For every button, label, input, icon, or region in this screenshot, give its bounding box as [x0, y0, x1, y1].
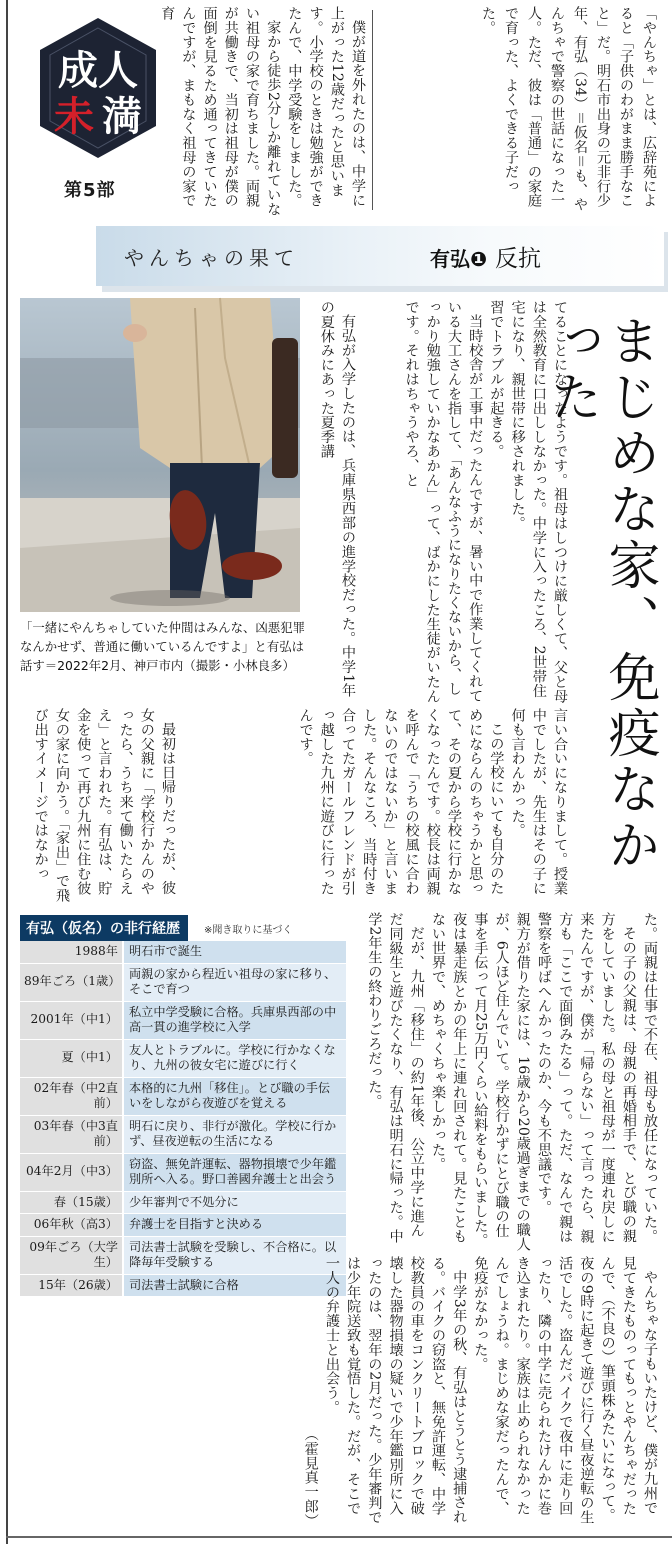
- intro-text: [384, 6, 660, 218]
- logo-text-line1: 成人: [58, 48, 138, 94]
- paragraph-2: 家から徒歩2分しか離れていない祖母の家で育ちました。両親が共働きで、当初は祖母が僕の面倒を見るため通ってきていたんですが、まもなく祖母の家で育: [159, 6, 282, 217]
- paragraph-9: 最初は日帰りだったが、彼女の父親に「学校行かんのやったら、うち来て働いたらええ」と言われた。有弘は、貯金を使って再び九州に住む彼女の家に向かう。「家出」で飛び出すイメージではなかっ: [32, 708, 176, 903]
- body-col-a: [358, 300, 570, 704]
- table-cell-event: 少年審判で不処分に: [124, 1192, 346, 1214]
- paragraph-5: 習でトラブルが起きる。: [488, 300, 505, 459]
- table-cell-event: 弁護士を目指すと決める: [124, 1214, 346, 1236]
- table-cell-date: 03年春（中3直前）: [20, 1116, 122, 1153]
- banner-chapter: [430, 240, 541, 273]
- body-col-b: [178, 708, 570, 908]
- table-cell-date: 15年（26歳）: [20, 1275, 122, 1297]
- body-col-c: [20, 708, 178, 908]
- table-row: [20, 1040, 346, 1078]
- opening-text: [159, 6, 368, 218]
- logo-text-line2: 満: [102, 94, 142, 140]
- table-row: [20, 1116, 346, 1154]
- intro-paragraph: 「やんちゃ」とは、広辞苑によると「子供のわがまま勝手なこと」だ。明石市出身の元非行少年、有弘（34）＝仮名＝も、やんちゃで警察の世話になった一人。ただ、彼は「普通」の家庭で育った、よくできる子だった。: [480, 6, 657, 212]
- table-cell-event: 友人とトラブルに。学校に行かなくなり、九州の彼女宅に遊びに行く: [124, 1040, 346, 1077]
- table-cell-date: 89年ごろ（1歳）: [20, 964, 122, 1001]
- delinquency-history-table: [20, 915, 346, 1297]
- headline: まじめな家、免疫なかった: [541, 314, 659, 874]
- table-row: [20, 941, 346, 964]
- table-cell-event: 司法書士試験を受験し、不合格に。以降毎年受験する: [124, 1237, 346, 1274]
- page-border-bottom: [6, 1536, 672, 1538]
- table-title: 有弘（仮名）の非行経歴: [20, 915, 188, 941]
- paragraph-11: その子の父親は、母親の再婚相手で、とび職の親方をしていました。私の母と祖母が一度連れ戻しに来たんですが、僕が「帰らない」って言ったら、親方も「ここで面倒みたる」って。ただ、なんで親は警察を呼ばへんかったのか、今も不思議です。: [535, 912, 637, 1244]
- table-row: [20, 964, 346, 1002]
- page-border-left: [6, 0, 8, 1544]
- table-note: ※聞き取りに基づく: [204, 924, 293, 936]
- body-col-d: [350, 912, 660, 1252]
- series-part-label: 第5部: [64, 180, 116, 201]
- table-body: [20, 941, 346, 1297]
- table-cell-date: 2001年（中1）: [20, 1002, 122, 1039]
- table-cell-event: 両親の家から程近い祖母の家に移り、そこで育つ: [124, 964, 346, 1001]
- table-cell-event: 窃盗、無免許運転、器物損壊で少年鑑別所へ入る。野口善國弁護士と出会う: [124, 1154, 346, 1191]
- byline: （霍見真一郎）: [302, 1427, 319, 1528]
- series-logo-icon: [34, 14, 162, 162]
- paragraph-15: 中学3年の秋、有弘はとうとう逮捕される。バイクの窃盗と、無免許運転、中学校教員の車をコンクリートブロックで破壊した器物損壊の疑いで少年鑑別所に入ったのは、翌年の2月だった。少年審判では少年院送致も覚悟した。だが、そこで一人の弁護士と出会う。: [323, 1256, 468, 1525]
- table-cell-event: 私立中学受験に合格。兵庫県西部の中高一貫の進学校に入学: [124, 1002, 346, 1039]
- paragraph-4: 有弘が入学したのは、兵庫県西部の進学校だった。中学1年の夏休みにあった夏季講: [318, 300, 356, 698]
- banner-chapter-title: 反抗: [494, 246, 541, 272]
- table-row: [20, 1078, 346, 1116]
- banner-chapter-name: 有弘❶: [430, 247, 487, 271]
- paragraph-1: 僕が道を外れたのは、中学に上がった12歳だったと思います。小学校のときは勉強ができたんで、中学受験をしました。: [286, 6, 366, 208]
- paragraph-6: 当時校舎が工事中だったんですが、暑い中で作業してくれている大工さんを指して、「あんなふうになりたくないから、しっかり勉強していかなあかん」って、ばかにした生徒がいたんです。それはちゃうやろ、と: [403, 300, 484, 704]
- table-cell-event: 司法書士試験に合格: [124, 1275, 346, 1297]
- paragraph-13: だが、九州「移住」の約1年後、公立中学に進んだ同級生と遊びたくなり、有弘は明石に帰った。中学2年生の終わりごろだった。: [366, 912, 425, 1244]
- paragraph-14: やんちゃな子もいたけど、僕が九州で見てきたものってもっとやんちゃだったんで、（不良の）筆頭株みたいになって。夜の9時に起きて遊びに行く昼夜逆転の生活でした。盗んだバイクで夜中に走り回ったり、隣の中学に売られたけんかに巻き込まれたり。家族は止められなかったんでしょうね。まじめな家だったんで、免疫がなかった。: [472, 1256, 658, 1525]
- table-cell-event: 明石市で誕生: [124, 941, 346, 963]
- table-cell-date: 09年ごろ（大学生）: [20, 1237, 122, 1274]
- table-row: [20, 1192, 346, 1215]
- paragraph-10: た。両親は仕事で不在、祖母も放任になっていた。: [642, 912, 658, 1244]
- paragraph-7: 言い合いになりまして。授業中でしたが、先生はその子に何も言わんかった。: [509, 708, 568, 896]
- table-cell-event: 明石に戻り、非行が激化。学校に行かず、昼夜逆転の生活になる: [124, 1116, 346, 1153]
- table-cell-date: 春（15歳）: [20, 1192, 122, 1214]
- logo-text-red: 未: [54, 94, 94, 140]
- photo-caption: 「一緒にやんちゃしていた仲間はみんな、凶悪犯罪なんかせず、普通に働いているんですよ」と有弘は話す＝2022年2月、神戸市内（撮影・小林良多）: [20, 620, 305, 673]
- table-cell-date: 02年春（中2直前）: [20, 1078, 122, 1115]
- table-cell-date: 06年秋（高3）: [20, 1214, 122, 1236]
- table-cell-date: 1988年: [20, 941, 122, 963]
- body-col-e: [20, 1256, 660, 1528]
- table-cell-date: 04年2月（中3）: [20, 1154, 122, 1191]
- table-cell-date: 夏（中1）: [20, 1040, 122, 1077]
- article-photo: [20, 298, 300, 612]
- table-header: [20, 915, 346, 941]
- table-row: [20, 1154, 346, 1192]
- table-cell-event: 本格的に九州「移住」。とび職の手伝いをしながら夜遊びを覚える: [124, 1078, 346, 1115]
- paragraph-3: てることになったようです。祖母はしつけに厳しくて、父と母は全然教育に口出ししなかった。中学に入ったころ、2世帯住宅になり、親世帯に移されました。: [509, 300, 568, 704]
- photo-person-walking-icon: [20, 298, 300, 612]
- body-col-photo-side: [304, 300, 358, 704]
- table-row: [20, 1214, 346, 1237]
- intro-divider: [372, 10, 373, 210]
- paragraph-8: この学校にいても自分のためにならんのちゃうかと思って、その夏から学校に行かなくなったんです。校長は両親を呼んで「うちの校風に合わないのではないか」と言いました。そんなころ、当時付き合ってたガールフレンドが引っ越した九州に遊びに行ったんです。: [297, 708, 505, 896]
- paragraph-12: 親方が借りた家には、16歳から20歳過ぎまでの職人が、6人ほど住んでいて。学校行かずにとび職の仕事を手伝って月25万円くらい給料をもらいました。夜は暴走族とかの年上に連れ回されて。見たこともない世界で、めちゃくちゃ楽しかった。: [429, 912, 531, 1252]
- table-row: [20, 1002, 346, 1040]
- banner-series-title: やんちゃの果て: [124, 246, 299, 270]
